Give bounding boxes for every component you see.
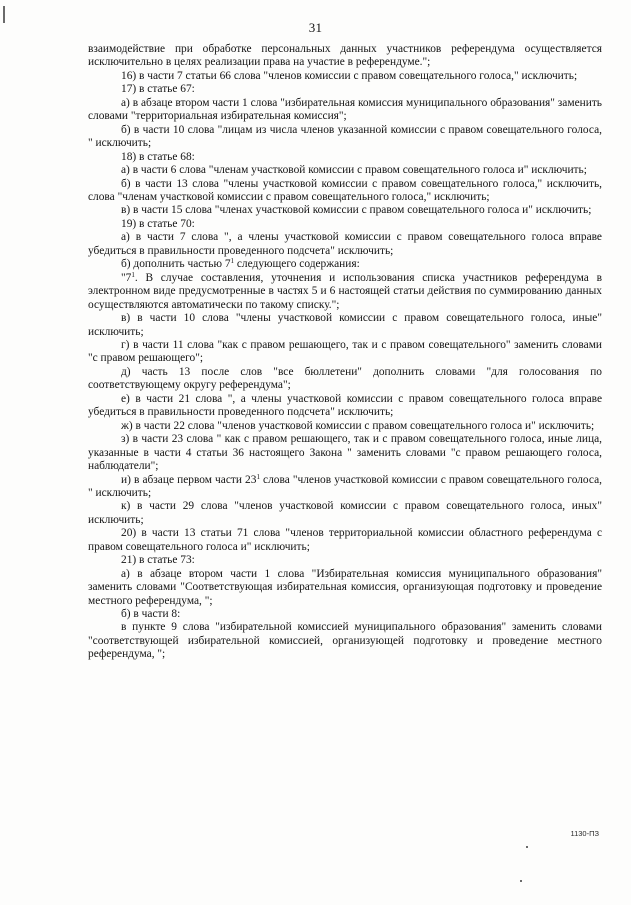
page-number: 31: [308, 20, 323, 35]
paragraph: 16) в части 7 статьи 66 слова "членов комиссии с правом совещательного голоса," исключить;: [121, 69, 578, 82]
paragraph: д) часть 13 после слов "все бюллетени" дополнить словами "для голосования по соответствующему округу референдума";: [88, 365, 602, 392]
paragraph: б) в части 10 слова "лицам из числа членов указанной комиссии с правом совещательного голоса, " исключить;: [88, 123, 602, 150]
paragraph: 20) в части 13 статьи 71 слова "членов территориальной комиссии областного референдума с правом совещательного голоса и" исключить;: [88, 527, 602, 553]
document-code: 1130-ПЗ: [570, 829, 599, 838]
paragraph: 19) в статье 70:: [121, 217, 195, 230]
paragraph: а) в части 6 слова "членам участковой комиссии с правом совещательного голоса и" исключить;: [121, 164, 587, 177]
paragraph: в) в части 10 слова "члены участковой комиссии с правом совещательного голоса, иные" исключить;: [88, 312, 602, 338]
paragraph: а) в части 7 слова ", а члены участковой комиссии с правом совещательного голоса вправе убедиться в правильности проведенного подсчета" исключить;: [88, 231, 602, 257]
paragraph: 21) в статье 73:: [121, 554, 195, 567]
paragraph-text: "7: [121, 271, 132, 284]
paragraph: [88, 272, 602, 312]
paragraph: е) в части 21 слова ", а члены участковой комиссии с правом совещательного голоса вправе убедиться в правильности проведенного подсчета" исключить;: [88, 392, 602, 419]
superscript-index: 1: [256, 472, 260, 481]
paragraph-text: и) в абзаце первом части 23: [121, 473, 257, 486]
paragraph: 17) в статье 67:: [121, 83, 195, 96]
paragraph: к) в части 29 слова "членов участковой комиссии с правом совещательного голоса, иных" исключить;: [88, 500, 602, 526]
paragraph: г) в части 11 слова "как с правом решающего, так и с правом совещательного" заменить словами "с правом решающего";: [88, 338, 602, 365]
paragraph: в) в части 15 слова "членах участковой комиссии с правом совещательного голоса и" исключить;: [121, 204, 592, 217]
paragraph: 18) в статье 68:: [121, 150, 195, 163]
paragraph: а) в абзаце втором части 1 слова "Избирательная комиссия муниципального образования" заменить словами "Соответствующая избирательная комиссия, организующая подготовку и проведение местного референдума, ";: [88, 567, 602, 607]
superscript-index: 1: [230, 257, 235, 266]
paragraph-text: следующего содержания:: [234, 258, 360, 271]
paragraph-text: . В случае составления, уточнения и использования списка участников референдума в электронном виде предусмотренные в частях 5 и 6 настоящей статьи действия по суммированию данных осуществляются автоматически по такому списку.";: [88, 271, 602, 311]
paragraph: взаимодействие при обработке персональных данных участников референдума осуществляется исключительно в целях реализации права на участие в референдуме.";: [88, 43, 602, 69]
paragraph-text: слова "членов участковой комиссии с правом совещательного голоса, " исключить;: [88, 473, 603, 499]
paragraph: з) в части 23 слова " как с правом решающего, так и с правом совещательного голоса, иные лица, указанные в части 4 статьи 36 настоящего Закона " заменить словами "с правом решающего голоса, наблюдатели";: [88, 433, 602, 473]
paragraph: [88, 474, 602, 501]
scan-speck: [520, 880, 522, 882]
paragraph: ж) в части 22 слова "членов участковой комиссии с правом совещательного голоса и" исключить;: [121, 419, 595, 432]
paragraph: [88, 258, 602, 271]
paragraph: б) в части 13 слова "члены участковой комиссии с правом совещательного голоса," исключить, слова "членам участковой комиссии с правом совещательного голоса," исключить;: [88, 177, 602, 203]
document-body: [88, 43, 602, 662]
superscript-index: 1: [131, 270, 135, 279]
paragraph: а) в абзаце втором части 1 слова "избирательная комиссия муниципального образования" заменить словами "территориальная избирательная комиссия";: [88, 96, 602, 123]
paragraph-text: б) дополнить частью 7: [121, 258, 231, 271]
paragraph: в пункте 9 слова "избирательной комиссией муниципального образования" заменить словами "соответствующей избирательной комиссией, организующей подготовку и проведение местного референдума, ";: [88, 621, 602, 661]
scan-speck: [526, 846, 528, 848]
paragraph: б) в части 8:: [121, 608, 181, 621]
